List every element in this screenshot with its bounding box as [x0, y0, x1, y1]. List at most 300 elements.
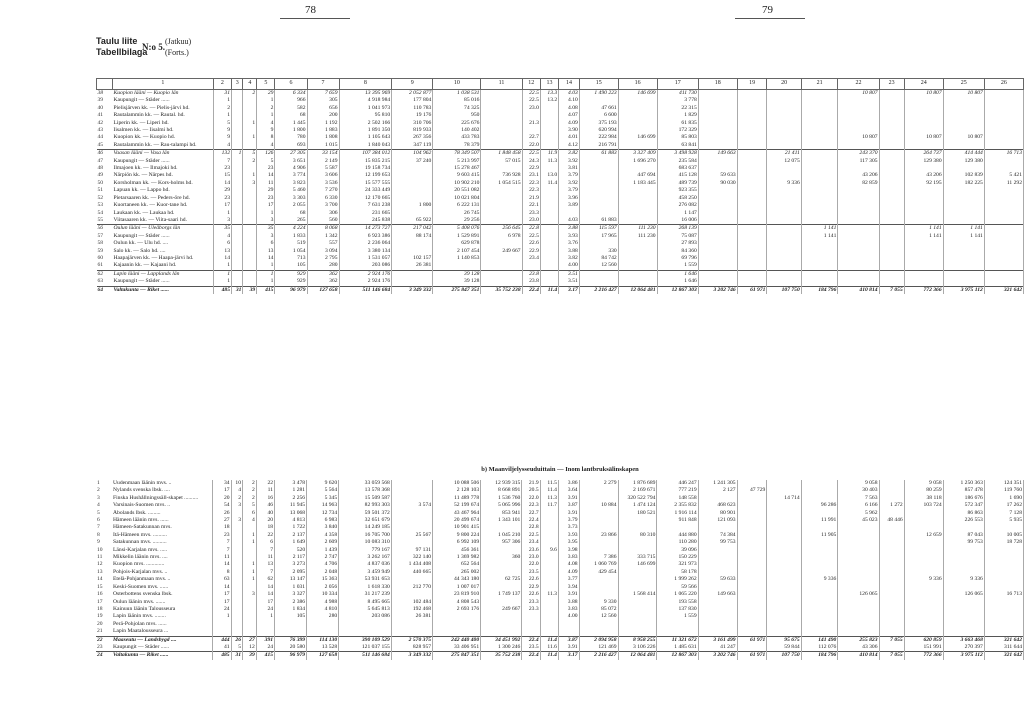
data-cell: 10 807 — [904, 90, 943, 98]
data-cell: 111 230 — [618, 225, 657, 233]
data-cell — [698, 225, 737, 233]
data-cell: 11.4 — [540, 636, 558, 644]
data-cell — [698, 561, 737, 568]
data-cell — [943, 217, 984, 225]
data-cell: 3.86 — [558, 480, 579, 487]
data-cell: 3.64 — [558, 487, 579, 494]
data-cell: 7 — [213, 158, 231, 165]
data-cell — [232, 142, 243, 150]
data-cell — [243, 225, 257, 233]
data-cell: 14 273 727 — [339, 225, 392, 233]
data-cell — [767, 134, 801, 141]
data-cell: 27 305 — [275, 150, 307, 158]
column-header: 19 — [737, 79, 767, 90]
row-label: Salo kk. — Salo hd. .... — [113, 248, 214, 255]
row-number: 3 — [97, 494, 100, 501]
data-cell: 923 355 — [657, 187, 698, 194]
data-cell: 29 256 — [433, 217, 481, 225]
data-cell: 16 713 — [984, 591, 1023, 598]
table-row — [96, 554, 1024, 561]
data-cell: 11 905 — [801, 532, 838, 539]
data-cell — [231, 524, 242, 531]
data-cell: 3 202 746 — [698, 652, 737, 660]
table-row — [96, 539, 1024, 546]
data-cell: 11 — [256, 554, 274, 561]
data-cell — [392, 240, 433, 247]
row-number: 48 — [97, 165, 104, 172]
data-cell: 11.3 — [540, 495, 558, 502]
row-label: Hämeen-Satakunnan mvs. — [112, 524, 213, 531]
data-cell — [618, 613, 657, 620]
data-cell: 43 206 — [904, 172, 943, 179]
data-cell — [984, 127, 1023, 134]
data-cell — [737, 495, 767, 502]
data-cell — [481, 202, 522, 209]
column-header: 23 — [879, 79, 904, 90]
data-cell: 85 016 — [433, 97, 481, 104]
data-cell — [481, 270, 522, 278]
data-cell: 115 597 — [579, 225, 618, 233]
data-cell — [984, 606, 1023, 613]
data-cell — [984, 210, 1023, 217]
data-cell — [391, 576, 432, 583]
data-cell: 86 863 — [943, 510, 984, 517]
data-cell — [943, 105, 984, 112]
data-cell — [657, 621, 698, 628]
column-header: 20 — [767, 79, 801, 90]
data-cell: 43 206 — [838, 172, 879, 179]
data-cell — [540, 165, 558, 172]
data-cell — [558, 621, 579, 628]
row-number: 39 — [97, 97, 104, 104]
data-cell — [838, 217, 879, 225]
data-cell: 256 645 — [481, 225, 522, 233]
data-cell: 4 810 — [307, 606, 339, 613]
data-cell: 265 — [275, 217, 307, 225]
data-cell: 11 — [256, 487, 274, 494]
data-cell: 7 — [213, 539, 231, 546]
row-number: 40 — [97, 104, 104, 111]
data-cell: 107 750 — [767, 286, 801, 294]
data-cell: 21.3 — [522, 120, 540, 127]
data-cell: 10 807 — [904, 134, 943, 141]
data-cell — [904, 202, 943, 209]
data-cell — [698, 187, 737, 194]
data-cell — [481, 120, 522, 127]
data-cell — [698, 134, 737, 141]
data-cell — [307, 628, 339, 636]
data-cell — [984, 240, 1023, 247]
data-cell: 652 564 — [433, 561, 481, 568]
data-cell — [618, 202, 657, 209]
data-cell: 3 106 226 — [618, 644, 657, 652]
row-label: Vaasan lääni — Vasa län — [113, 150, 214, 158]
data-cell: 16 — [256, 495, 274, 502]
data-cell — [801, 495, 838, 502]
data-cell: 362 — [307, 278, 339, 286]
data-cell: 1 342 — [307, 233, 339, 240]
data-cell — [540, 613, 558, 620]
row-label: Ilmajoen kk. — Ilmajoki hd. — [113, 165, 214, 172]
data-cell: 14 — [213, 180, 231, 187]
data-cell — [231, 569, 242, 576]
data-cell: 1 369 982 — [433, 554, 481, 561]
data-cell — [698, 233, 737, 240]
column-header: 6 — [275, 79, 307, 90]
data-cell — [943, 248, 984, 255]
data-cell: 107 750 — [767, 652, 801, 660]
page-number-rule-left — [280, 18, 350, 19]
data-cell: 35 — [213, 225, 231, 233]
data-cell: 24 — [256, 606, 274, 613]
data-cell — [767, 127, 801, 134]
data-cell — [801, 210, 838, 217]
data-cell: 1 — [243, 539, 257, 546]
data-cell: 46 — [256, 502, 274, 509]
data-cell — [767, 202, 801, 209]
column-header: 24 — [904, 79, 943, 90]
column-header: 3 — [232, 79, 243, 90]
data-cell — [879, 628, 904, 636]
table-row — [97, 127, 1024, 134]
data-cell — [801, 120, 838, 127]
data-cell — [838, 112, 879, 119]
data-cell: 22 — [256, 532, 274, 539]
data-cell: 39 128 — [433, 278, 481, 286]
table-row — [96, 510, 1024, 517]
data-cell: 3 975 112 — [943, 286, 984, 294]
data-cell: 82 859 — [838, 180, 879, 187]
data-cell: 126 — [257, 150, 275, 158]
data-cell — [767, 584, 801, 591]
column-header: 18 — [698, 79, 737, 90]
row-label: Oulun lääni — Uleåborgs län — [113, 225, 214, 233]
data-cell: 8 — [257, 134, 275, 141]
data-cell: 103 724 — [904, 502, 943, 509]
data-cell — [243, 165, 257, 172]
data-cell: 485 — [213, 652, 231, 660]
column-header: 25 — [943, 79, 984, 90]
data-cell — [540, 517, 558, 524]
data-cell: 23.1 — [522, 172, 540, 179]
data-cell — [243, 202, 257, 209]
data-cell — [243, 127, 257, 134]
data-cell — [904, 517, 943, 524]
data-cell: 22.5 — [522, 532, 540, 539]
data-cell — [481, 278, 522, 286]
data-cell — [232, 165, 243, 172]
data-cell — [540, 248, 558, 255]
data-cell — [232, 278, 243, 286]
data-cell — [540, 134, 558, 141]
data-cell — [943, 561, 984, 568]
row-number: 20 — [97, 620, 103, 627]
data-cell — [904, 262, 943, 270]
data-cell: 1 — [213, 270, 231, 278]
data-cell: 10 807 — [838, 90, 879, 98]
data-cell — [801, 180, 838, 187]
data-cell — [243, 278, 257, 286]
data-cell: 3.94 — [558, 584, 579, 591]
table-row — [97, 286, 1024, 294]
data-cell — [904, 248, 943, 255]
data-cell: 38 118 — [904, 495, 943, 502]
data-cell — [579, 270, 618, 278]
data-cell — [540, 554, 558, 561]
data-cell: 3.83 — [558, 554, 579, 561]
data-cell: 4 358 — [307, 532, 339, 539]
table-row — [97, 225, 1024, 233]
data-cell — [879, 495, 904, 502]
data-cell — [879, 510, 904, 517]
data-cell: 68 — [275, 210, 307, 217]
data-cell: 5 935 — [984, 517, 1023, 524]
data-cell: 59 844 — [767, 644, 801, 652]
data-cell: 10 807 — [838, 134, 879, 141]
data-cell — [698, 120, 737, 127]
data-cell — [540, 225, 558, 233]
data-cell: 772 366 — [904, 652, 943, 660]
data-cell — [767, 613, 801, 620]
data-cell — [801, 591, 838, 598]
data-cell: 693 — [275, 142, 307, 150]
data-cell: 2 924 176 — [339, 270, 392, 278]
data-cell — [904, 554, 943, 561]
data-cell — [243, 233, 257, 240]
data-cell: 5 — [231, 644, 242, 652]
data-cell — [698, 105, 737, 112]
data-cell — [698, 112, 737, 119]
data-cell: 2 169 671 — [618, 487, 657, 494]
data-cell — [540, 510, 558, 517]
data-cell — [232, 217, 243, 225]
data-cell — [904, 591, 943, 598]
data-cell — [737, 621, 767, 628]
data-cell: 3.79 — [559, 172, 580, 179]
data-cell: 2 — [257, 105, 275, 112]
row-number: 64 — [97, 286, 113, 294]
data-cell: 14 963 — [307, 502, 339, 509]
data-cell: 280 — [307, 262, 339, 270]
data-cell — [540, 255, 558, 262]
data-cell: 8 668 891 — [481, 487, 522, 494]
data-cell — [984, 134, 1023, 141]
data-cell: 69 796 — [657, 255, 698, 262]
data-cell — [767, 225, 801, 233]
data-cell — [737, 278, 767, 286]
data-cell: 13 — [257, 248, 275, 255]
data-cell — [984, 599, 1023, 606]
data-cell: 53 931 653 — [339, 576, 392, 583]
data-cell: 104 962 — [392, 150, 433, 158]
data-cell — [307, 621, 339, 628]
data-cell: 1 300 246 — [481, 644, 522, 652]
data-cell: 9 — [213, 127, 231, 134]
data-cell: 4 — [213, 233, 231, 240]
data-cell — [801, 158, 838, 165]
data-cell: 2 256 — [275, 495, 307, 502]
table-row — [97, 105, 1024, 112]
data-cell — [984, 120, 1023, 127]
data-cell: 9 336 — [801, 576, 838, 583]
data-cell — [618, 120, 657, 127]
data-cell: 9 603 415 — [433, 172, 481, 179]
data-cell — [767, 262, 801, 270]
data-cell — [481, 165, 522, 172]
data-cell — [392, 180, 433, 187]
data-cell — [838, 278, 879, 286]
data-cell — [838, 255, 879, 262]
data-cell: 26 — [213, 510, 231, 517]
data-cell: 3 303 — [275, 195, 307, 202]
data-cell — [737, 225, 767, 233]
data-cell — [698, 248, 737, 255]
data-cell — [392, 210, 433, 217]
data-cell — [801, 539, 838, 546]
data-cell — [879, 487, 904, 494]
data-cell: 117 305 — [838, 158, 879, 165]
data-cell: 656 — [307, 105, 339, 112]
data-cell — [943, 584, 984, 591]
data-cell: 2 149 — [307, 158, 339, 165]
column-header: 9 — [392, 79, 433, 90]
data-cell: 456 361 — [433, 547, 481, 554]
row-number: 19 — [97, 613, 103, 620]
data-cell — [801, 142, 838, 150]
data-cell — [737, 97, 767, 104]
column-number-row — [97, 79, 1024, 90]
data-cell: 3 778 — [657, 97, 698, 104]
data-cell — [232, 105, 243, 112]
data-cell — [339, 621, 392, 628]
data-cell: 1 — [232, 150, 243, 158]
data-cell: 25 567 — [391, 532, 432, 539]
data-cell — [801, 547, 838, 554]
data-cell — [984, 547, 1023, 554]
data-cell — [879, 576, 904, 583]
data-cell — [579, 195, 618, 202]
data-cell — [618, 576, 657, 583]
data-cell — [801, 195, 838, 202]
data-cell — [801, 240, 838, 247]
data-cell: 22.7 — [522, 510, 540, 517]
data-cell: 330 — [579, 248, 618, 255]
data-cell: 3.73 — [558, 524, 579, 531]
data-cell: 1 445 — [275, 120, 307, 127]
data-cell: 61 971 — [737, 636, 767, 644]
data-cell — [618, 524, 657, 531]
data-cell — [801, 524, 838, 531]
data-cell: 59 633 — [698, 172, 737, 179]
table-row — [97, 262, 1024, 270]
data-cell — [801, 97, 838, 104]
data-cell: 11.4 — [540, 286, 558, 294]
data-cell — [232, 158, 243, 165]
data-cell — [698, 569, 737, 576]
data-cell — [232, 112, 243, 119]
data-cell: 14 — [257, 255, 275, 262]
data-cell: 6 600 — [579, 112, 618, 119]
data-cell: 180 521 — [618, 510, 657, 517]
data-cell: 95 810 — [339, 112, 392, 119]
data-cell — [984, 278, 1023, 286]
data-cell — [838, 599, 879, 606]
data-cell: 85 072 — [579, 606, 618, 613]
row-number: 11 — [97, 554, 103, 561]
data-cell: 321 642 — [984, 286, 1023, 294]
data-cell — [879, 613, 904, 620]
row-label: Lapin lääni — Lapplands län — [113, 270, 214, 278]
data-cell — [838, 539, 879, 546]
data-cell — [737, 576, 767, 583]
data-cell — [618, 599, 657, 606]
data-cell: 24 — [213, 606, 231, 613]
data-cell — [481, 613, 522, 620]
data-cell — [231, 576, 242, 583]
data-cell — [801, 165, 838, 172]
data-cell — [879, 532, 904, 539]
data-cell: 102 839 — [943, 172, 984, 179]
data-cell — [391, 539, 432, 546]
data-cell — [904, 584, 943, 591]
row-number: 46 — [97, 150, 113, 158]
data-cell — [801, 134, 838, 141]
data-cell — [737, 233, 767, 240]
data-cell: 3.92 — [559, 180, 580, 187]
column-header: 8 — [339, 79, 392, 90]
data-cell — [879, 105, 904, 112]
data-cell — [392, 278, 433, 286]
data-cell — [984, 628, 1023, 636]
data-cell — [801, 606, 838, 613]
row-label: Satakunnan mvs. .......... — [112, 539, 213, 546]
title-line2: Tabellbilaga — [96, 47, 148, 57]
data-cell: 11 — [257, 180, 275, 187]
table-row — [96, 621, 1024, 628]
column-header: 10 — [433, 79, 481, 90]
data-cell: 321 973 — [657, 561, 698, 568]
data-cell — [579, 487, 618, 494]
data-cell: 13.2 — [540, 97, 558, 104]
row-label: Laukaan kk. — Laukaa hd. — [113, 210, 214, 217]
data-cell: 23.0 — [522, 554, 540, 561]
data-cell — [943, 270, 984, 278]
data-cell — [984, 165, 1023, 172]
data-cell: 3 202 746 — [698, 286, 737, 294]
data-cell: 5 — [243, 502, 257, 509]
data-cell — [879, 187, 904, 194]
data-cell: 4 — [213, 142, 231, 150]
data-cell: 12 064 481 — [618, 286, 657, 294]
data-cell: 23 866 — [579, 532, 618, 539]
data-cell: 1 749 137 — [481, 591, 522, 598]
data-cell — [540, 621, 558, 628]
data-cell — [737, 606, 767, 613]
data-cell: 4 808 543 — [433, 599, 481, 606]
row-label: Iisalmen kk. — Iisalmi hd. — [113, 127, 214, 134]
data-cell: 31 217 239 — [339, 591, 392, 598]
data-cell: 14 714 — [767, 495, 801, 502]
data-cell: 267 356 — [392, 134, 433, 141]
data-cell: 557 — [307, 240, 339, 247]
data-cell: 1 559 — [657, 262, 698, 270]
table-row — [96, 524, 1024, 531]
data-cell — [801, 105, 838, 112]
row-number: 50 — [97, 179, 104, 186]
data-cell: 6 — [243, 510, 257, 517]
data-cell — [232, 172, 243, 179]
data-cell: 2 279 — [579, 480, 618, 487]
